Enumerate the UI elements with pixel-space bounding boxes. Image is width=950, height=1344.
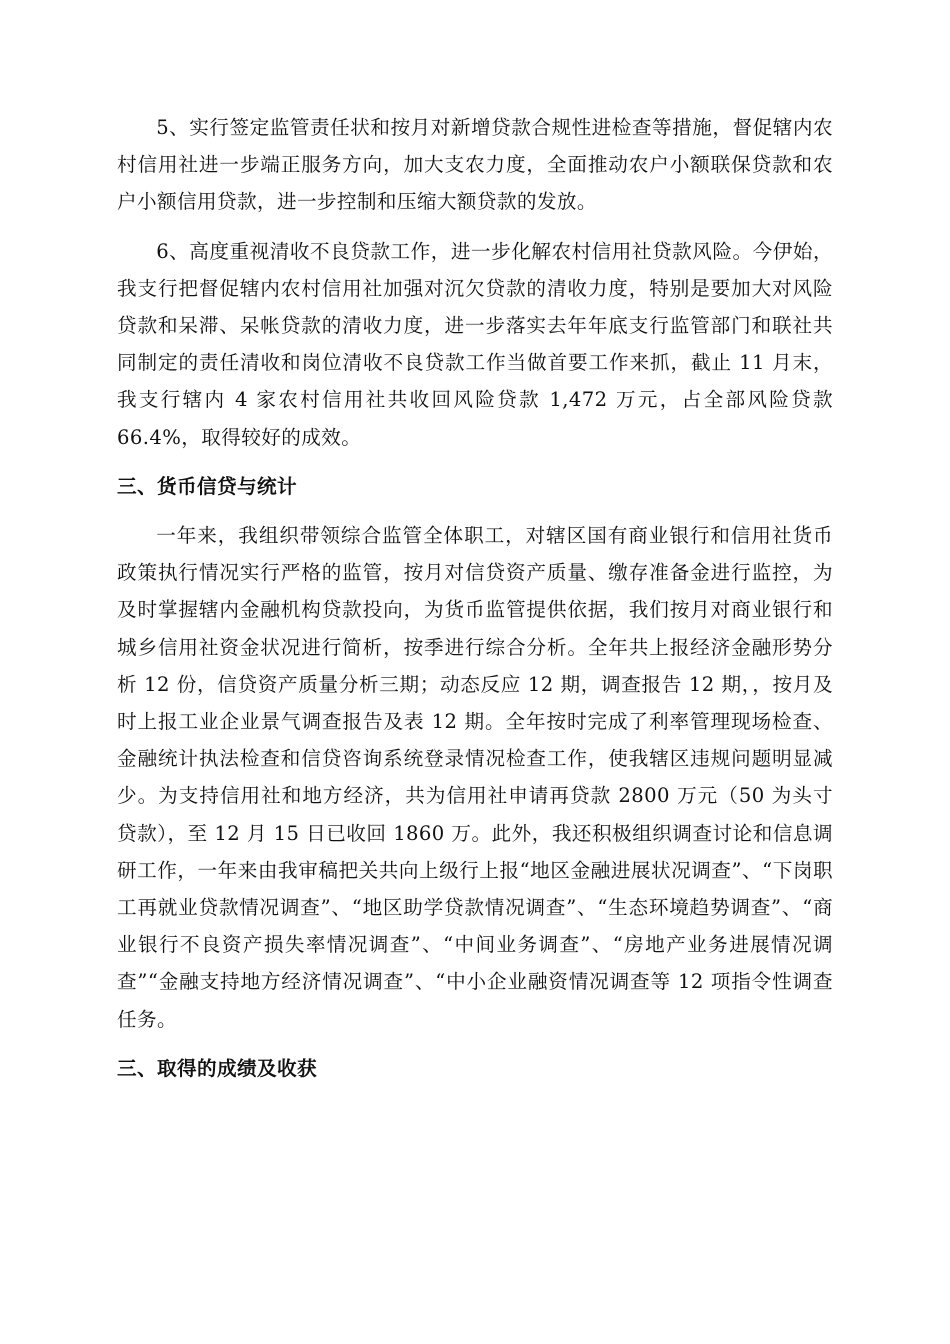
spacer bbox=[117, 221, 833, 233]
spacer bbox=[117, 456, 833, 468]
spacer bbox=[117, 1038, 833, 1050]
section-heading-achievements: 三、取得的成绩及收获 bbox=[117, 1056, 317, 1080]
paragraph-item-6: 6、高度重视清收不良贷款工作，进一步化解农村信用社贷款风险。今伊始，我支行把督促辖内农村信用社加强对沉欠贷款的清收力度，特别是要加大对风险贷款和呆滞、呆帐贷款的清收力度，进一步落实去年年底支行监管部门和联社共同制定的责任清收和岗位清收不良贷款工作当做首要工作来抓，截止 11 月末，我支行辖内 4 家农村信用社共收回风险贷款 1,472 万元，占全部风险贷款 66.4%，取得较好的成效。 bbox=[117, 239, 833, 449]
paragraph-item-5: 5、实行签定监管责任状和按月对新增贷款合规性进检查等措施，督促辖内农村信用社进一步端正服务方向，加大支农力度，全面推动农户小额联保贷款和农户小额信用贷款，进一步控制和压缩大额贷款的发放。 bbox=[117, 116, 833, 214]
spacer bbox=[117, 505, 833, 517]
section-heading-monetary-credit: 三、货币信贷与统计 bbox=[117, 474, 297, 498]
paragraph-monetary-credit: 一年来，我组织带领综合监管全体职工，对辖区国有商业银行和信用社货币政策执行情况实行严格的监管，按月对信贷资产质量、缴存准备金进行监控，为及时掌握辖内金融机构贷款投向，为货币监管提供依据，我们按月对商业银行和城乡信用社资金状况进行简析，按季进行综合分析。全年共上报经济金融形势分析 12 份，信贷资产质量分析三期；动态反应 12 期，调查报告 12 期，，按月及时上报工业企业景气调查报告及表 12 期。全年按时完成了利率管理现场检查、金融统计执法检查和信贷咨询系统登录情况检查工作，使我辖区违规问题明显减少。为支持信用社和地方经济，共为信用社申请再贷款 2800 万元（50 为头寸贷款），至 12 月 15 日已收回 1860 万。此外，我还积极组织调查讨论和信息调研工作，一年来由我审稿把关共向上级行上报“地区金融进展状况调查”、“下岗职工再就业贷款情况调查”、“地区助学贷款情况调查”、“生态环境趋势调查”、“商业银行不良资产损失率情况调查”、“中间业务调查”、“房地产业务进展情况调查”“金融支持地方经济情况调查”、“中小企业融资情况调查等 12 项指令性调查任务。 bbox=[117, 524, 833, 1031]
document-page bbox=[117, 109, 833, 1087]
